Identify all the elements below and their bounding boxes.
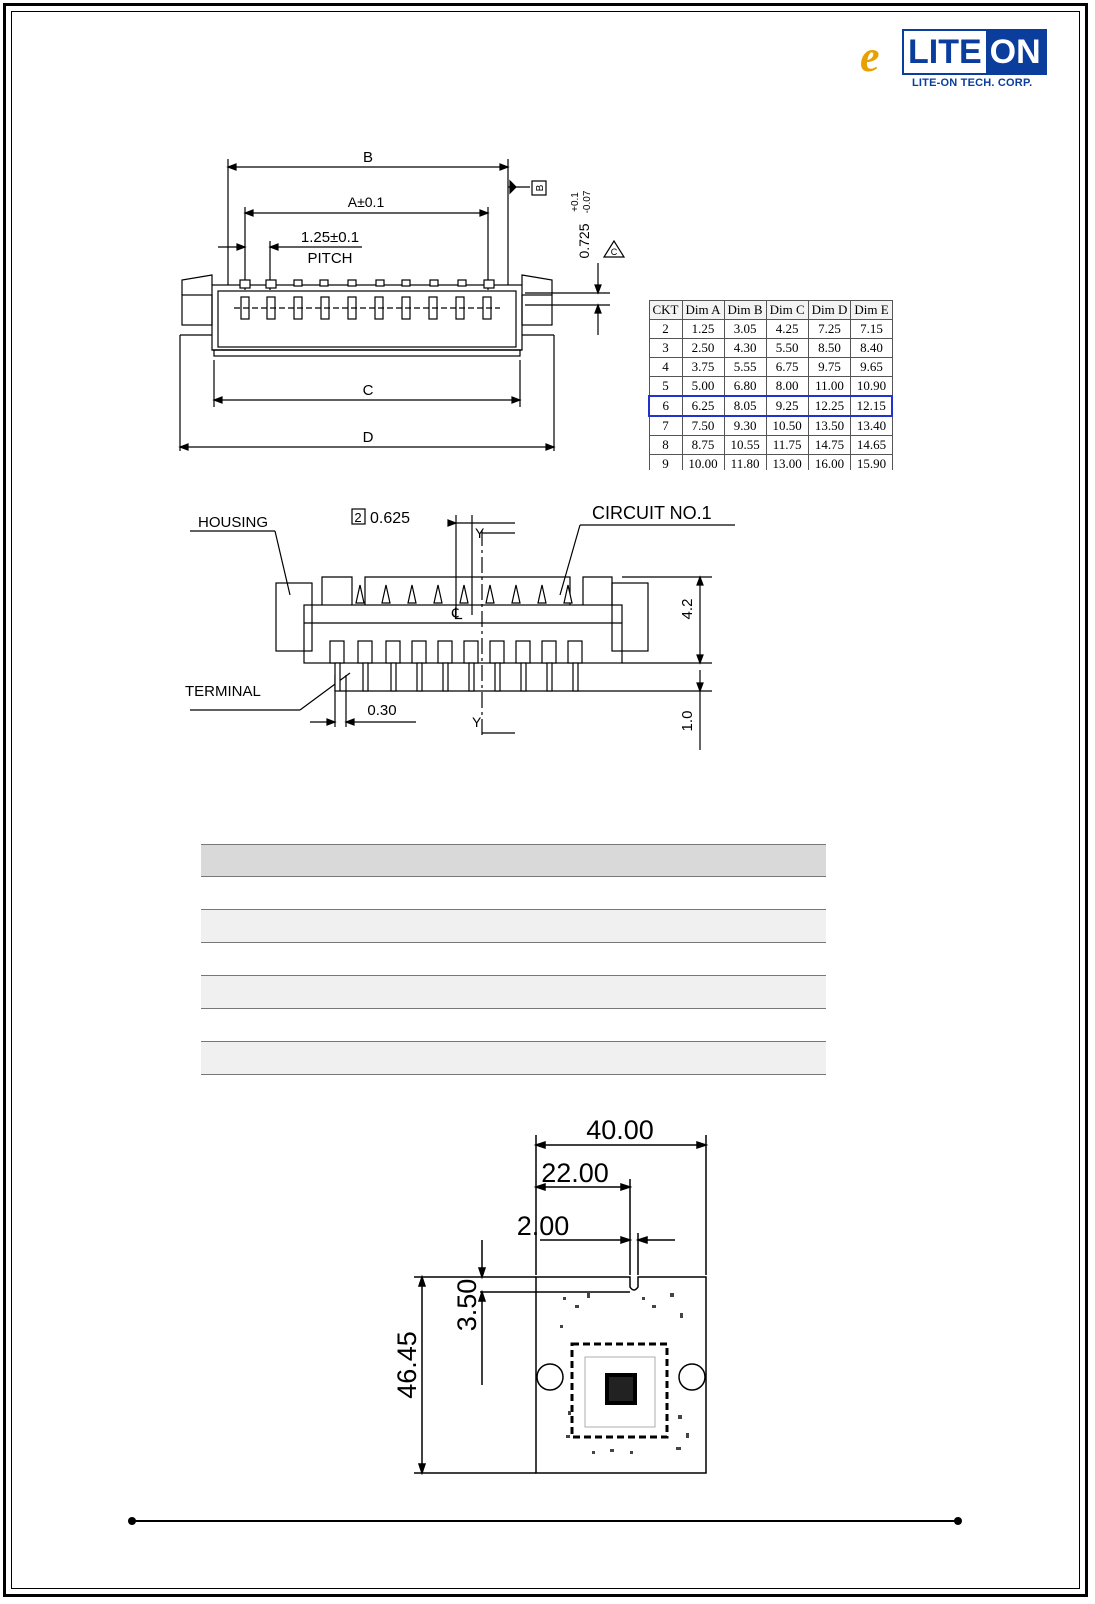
logo-box — [902, 29, 1047, 75]
table-cell: 9.75 — [808, 358, 851, 377]
table-cell: 3.75 — [682, 358, 724, 377]
logo-lite: LITE — [904, 31, 986, 73]
pitch-small-label: 0.30 — [367, 702, 397, 719]
section-y-bottom: Y — [472, 714, 482, 730]
table-row — [649, 436, 892, 455]
table-row — [201, 1009, 826, 1042]
table-cell: 2.50 — [682, 339, 724, 358]
table-cell: 11.00 — [808, 377, 851, 397]
label-c: C — [362, 382, 374, 399]
label-b: B — [362, 149, 374, 166]
table-header: Dim C — [766, 301, 808, 320]
table-cell: 15.90 — [851, 455, 892, 471]
terminal-label: TERMINAL — [185, 683, 261, 700]
table-cell: 14.75 — [808, 436, 851, 455]
connector-front-view-drawing — [180, 495, 740, 755]
board-dimension-drawing — [380, 1115, 720, 1475]
table-row — [649, 339, 892, 358]
table-row — [649, 377, 892, 397]
logo-e: e — [860, 32, 880, 81]
datum-b: B — [535, 184, 546, 192]
footer-rule — [132, 1520, 960, 1522]
centerline-symbol: ℄ — [452, 606, 463, 623]
table-cell: 13.40 — [851, 416, 892, 436]
table-cell: 7.50 — [682, 416, 724, 436]
footer-dot-right — [954, 1517, 962, 1525]
table-row — [649, 455, 892, 471]
table-cell: 8.75 — [682, 436, 724, 455]
table-cell: 6 — [649, 396, 682, 416]
table-cell: 11.80 — [724, 455, 766, 471]
table-cell: 10.55 — [724, 436, 766, 455]
table-cell: 7 — [649, 416, 682, 436]
dimension-table — [648, 300, 924, 470]
table-row — [649, 358, 892, 377]
label-a: A±0.1 — [347, 194, 385, 210]
table-cell: 13.50 — [808, 416, 851, 436]
table-row — [201, 910, 826, 943]
table-row-highlighted — [649, 396, 892, 416]
height-dim: 0.725 — [576, 223, 592, 259]
board-slot-depth-label: 3.50 — [452, 1278, 482, 1332]
table-cell: 8 — [649, 436, 682, 455]
footer-dot-left — [128, 1517, 136, 1525]
table-cell: 3 — [649, 339, 682, 358]
table-row — [649, 416, 892, 436]
table-header: Dim D — [808, 301, 851, 320]
logo-corp: LITE-ON TECH. CORP. — [912, 77, 1033, 89]
table-cell: 8.00 — [766, 377, 808, 397]
table-cell: 10.50 — [766, 416, 808, 436]
table-cell: 8.40 — [851, 339, 892, 358]
table-cell: 6.80 — [724, 377, 766, 397]
table-cell: 5 — [649, 377, 682, 397]
table-cell: 5.50 — [766, 339, 808, 358]
datum-c: C — [610, 247, 618, 257]
table-cell: 9.30 — [724, 416, 766, 436]
table-cell: 10.90 — [851, 377, 892, 397]
table-header: Dim A — [682, 301, 724, 320]
board-height-label: 46.45 — [392, 1331, 422, 1399]
table-row — [201, 976, 826, 1009]
table-cell: 9.25 — [766, 396, 808, 416]
table-cell: 10.00 — [682, 455, 724, 471]
housing-label: HOUSING — [198, 514, 269, 531]
table-cell: 5.55 — [724, 358, 766, 377]
table-cell: 4.25 — [766, 320, 808, 339]
table-cell: 12.15 — [851, 396, 892, 416]
table-header: Dim B — [724, 301, 766, 320]
blank-table — [201, 844, 826, 1075]
table-header: Dim E — [851, 301, 892, 320]
table-cell: 7.15 — [851, 320, 892, 339]
section-y-top: Y — [475, 525, 485, 541]
table-cell: 13.00 — [766, 455, 808, 471]
tol-upper: +0.1 — [570, 192, 581, 212]
offset-label: 0.625 — [370, 510, 411, 527]
table-cell: 14.65 — [851, 436, 892, 455]
table-cell: 6.75 — [766, 358, 808, 377]
table-cell: 2 — [649, 320, 682, 339]
table-cell: 9 — [649, 455, 682, 471]
table-cell: 3.05 — [724, 320, 766, 339]
logo-on: ON — [986, 31, 1045, 73]
table-cell: 8.50 — [808, 339, 851, 358]
table-cell: 1.25 — [682, 320, 724, 339]
table-row — [201, 1042, 826, 1075]
table-cell: 12.25 — [808, 396, 851, 416]
table-cell: 9.65 — [851, 358, 892, 377]
table-cell: 8.05 — [724, 396, 766, 416]
table-header-row — [649, 301, 892, 320]
pitch-label: PITCH — [307, 250, 353, 267]
table-header: CKT — [649, 301, 682, 320]
pitch-value: 1.25±0.1 — [300, 229, 360, 246]
table-cell: 5.00 — [682, 377, 724, 397]
board-offset-label: 22.00 — [541, 1158, 609, 1188]
board-slot-label: 2.00 — [516, 1211, 570, 1241]
table-cell: 7.25 — [808, 320, 851, 339]
table-cell: 16.00 — [808, 455, 851, 471]
table-cell: 4.30 — [724, 339, 766, 358]
tol-lower: -0.07 — [582, 190, 593, 214]
table-row — [201, 877, 826, 910]
table-row — [201, 844, 826, 877]
height-label: 4.2 — [679, 598, 696, 620]
table-cell: 11.75 — [766, 436, 808, 455]
tail-label: 1.0 — [679, 710, 696, 732]
table-row — [649, 320, 892, 339]
circuit-label: CIRCUIT NO.1 — [592, 503, 712, 523]
table-row — [201, 943, 826, 976]
table-cell: 4 — [649, 358, 682, 377]
note-number: 2 — [354, 510, 362, 525]
board-width-label: 40.00 — [586, 1115, 654, 1145]
liteon-logo — [860, 25, 1070, 95]
label-d: D — [362, 429, 374, 446]
connector-top-view-drawing — [170, 145, 640, 475]
table-cell: 6.25 — [682, 396, 724, 416]
